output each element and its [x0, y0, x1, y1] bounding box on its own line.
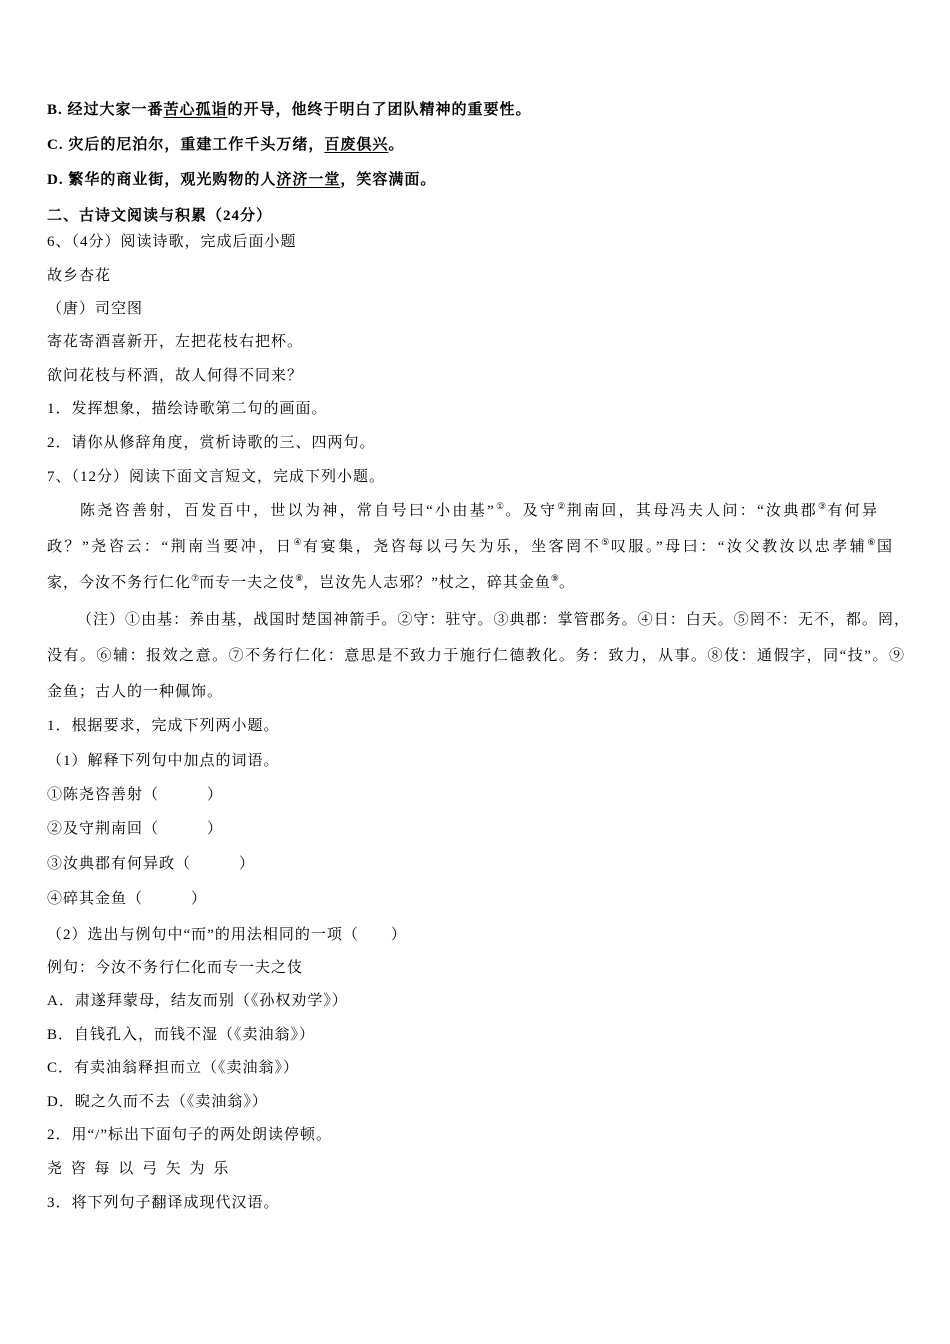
footnote-marker: ⑤ — [601, 537, 611, 547]
text-run: 而专一夫之伎 — [199, 575, 296, 591]
footnote-marker: ③ — [817, 501, 828, 511]
text-run: 家，今汝不务行仁化 — [47, 575, 192, 591]
text-run: ，笑容满面。 — [340, 172, 437, 188]
poem-line: 欲问花枝与杯酒，故人何得不同来？ — [47, 368, 304, 384]
passage-line — [47, 572, 575, 594]
text-run: 政？”尧咨云：“荆南当要冲，日 — [47, 539, 294, 555]
footnote-marker: ① — [494, 501, 506, 511]
section-heading: 二、古诗文阅读与积累（24分） — [47, 208, 273, 224]
q6-subquestion-2: 2．请你从修辞角度，赏析诗歌的三、四两句。 — [47, 435, 376, 451]
footnote-marker: ⑥ — [867, 537, 877, 547]
underlined-phrase: 百废俱兴 — [324, 137, 389, 153]
choice-d: D．睨之久而不去（《卖油翁》） — [47, 1094, 268, 1110]
text-run: D. 繁华的商业街，观光购物的人 — [47, 172, 277, 188]
vocab-item: ④碎其金鱼（ ） — [47, 891, 208, 907]
text-run: 荆南回，其母冯夫人问：“汝典郡 — [566, 503, 818, 519]
passage-line — [47, 536, 893, 558]
text-run: 的开导，他终于明白了团队精神的重要性。 — [227, 102, 532, 118]
q7-subquestion-3-prompt: 3．将下列句子翻译成现代汉语。 — [47, 1195, 280, 1211]
q7-subquestion-2-prompt: 2．用“/”标出下面句子的两处朗读停顿。 — [47, 1127, 332, 1143]
footnote-marker: ② — [557, 501, 567, 511]
footnote-marker: ⑨ — [550, 573, 559, 583]
text-run: C. 灾后的尼泊尔，重建工作千头万绪， — [47, 137, 325, 153]
text-run: 陈尧咨善射，百发百中，世以为神，常自号曰“小由基” — [80, 503, 495, 519]
vocab-item: ③汝典郡有何异政（ ） — [47, 856, 256, 872]
text-run: 叹服。”母曰：“汝父教汝以忠孝辅 — [610, 539, 868, 555]
pause-sentence: 尧 咨 每 以 弓 矢 为 乐 — [47, 1161, 231, 1177]
text-run: B. 经过大家一番 — [47, 102, 164, 118]
q7-sub1-part2-prompt: （2）选出与例句中“而”的用法相同的一项（ ） — [47, 927, 407, 943]
text-run: 有何异 — [827, 503, 878, 519]
question-6-prompt: 6、（4分）阅读诗歌，完成后面小题 — [47, 234, 297, 250]
footnote-marker: ④ — [293, 537, 304, 547]
text-run: 。 — [558, 575, 575, 591]
underlined-phrase: 济济一堂 — [276, 172, 341, 188]
example-sentence: 例句：今汝不务行仁化而专一夫之伎 — [47, 960, 304, 976]
text-run: 国 — [876, 539, 893, 555]
poem-title: 故乡杏花 — [47, 268, 112, 284]
annotation-line: 金鱼；古人的一种佩饰。 — [47, 684, 224, 700]
vocab-item: ①陈尧咨善射（ ） — [47, 787, 224, 803]
q6-subquestion-1: 1．发挥想象，描绘诗歌第二句的画面。 — [47, 401, 328, 417]
option-c-line — [47, 134, 404, 156]
annotation-line: （注）①由基：养由基，战国时楚国神箭手。②守：驻守。③典郡：掌管郡务。④日：白天。⑤罔不：无不，都。罔， — [77, 612, 910, 628]
choice-a: A．肃遂拜蒙母，结友而别（《孙权劝学》） — [47, 993, 348, 1009]
text-run: 有宴集，尧咨每以弓矢为乐，坐客罔不 — [303, 539, 602, 555]
text-run: 。及守 — [505, 503, 558, 519]
q7-subquestion-1-prompt: 1．根据要求，完成下列两小题。 — [47, 718, 280, 734]
option-b-line — [47, 99, 532, 121]
poem-author: （唐）司空图 — [47, 301, 144, 317]
choice-c: C．有卖油翁释担而立（《卖油翁》） — [47, 1060, 300, 1076]
option-d-line — [47, 169, 436, 191]
text-run: ，岂汝先人志邪？”杖之，碎其金鱼 — [303, 575, 551, 591]
underlined-phrase: 苦心孤诣 — [163, 102, 228, 118]
footnote-marker: ⑦ — [191, 573, 200, 583]
text-run: 。 — [388, 137, 405, 153]
question-7-prompt: 7、（12分）阅读下面文言短文，完成下列小题。 — [47, 469, 386, 485]
choice-b: B．自钱孔入，而钱不湿（《卖油翁》） — [47, 1027, 316, 1043]
vocab-item: ②及守荆南回（ ） — [47, 821, 224, 837]
passage-line — [80, 500, 878, 522]
poem-line: 寄花寄酒喜新开，左把花枝右把杯。 — [47, 334, 304, 350]
q7-sub1-part1-prompt: （1）解释下列句中加点的词语。 — [47, 753, 280, 769]
annotation-line: 没有。⑥辅：报效之意。⑦不务行仁化：意思是不致力于施行仁德教化。务：致力，从事。⑧伎：通假字，同“技”。⑨ — [47, 648, 905, 664]
footnote-marker: ⑧ — [295, 573, 304, 583]
